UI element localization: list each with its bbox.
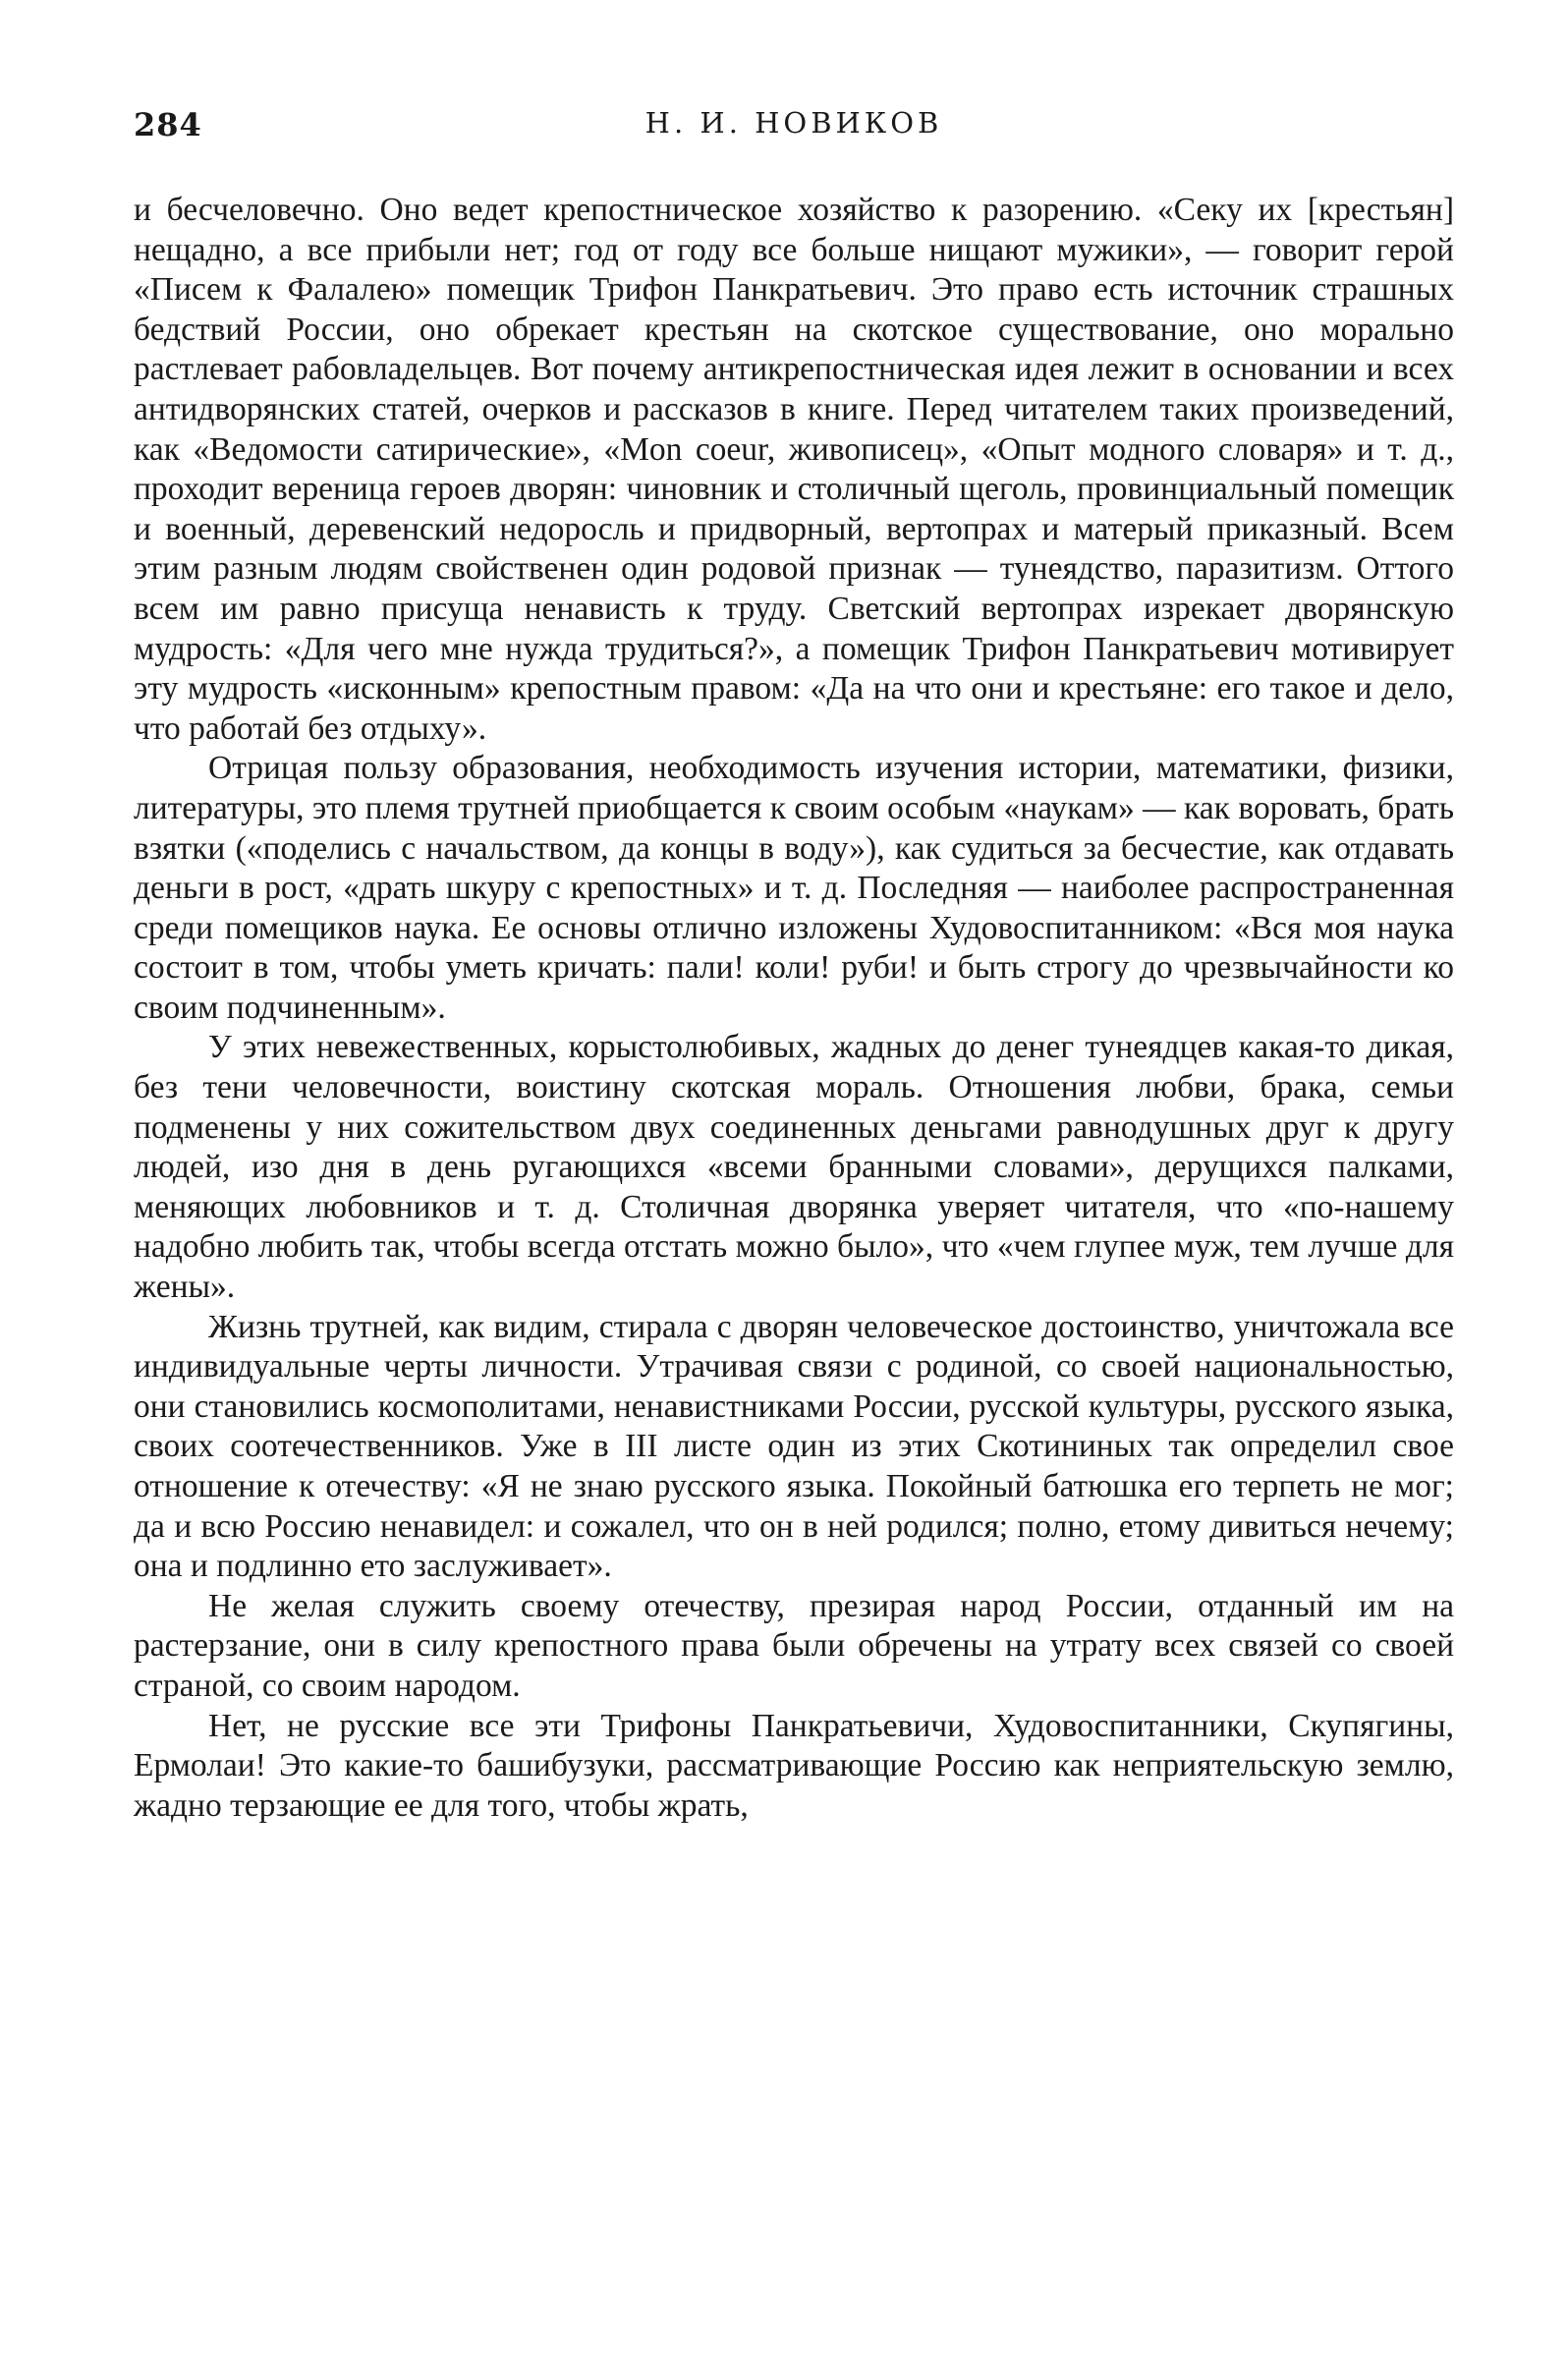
running-head-title: Н. И. НОВИКОВ [644,106,943,140]
body-text [134,191,1454,1826]
book-page [134,106,1454,1826]
paragraph: Жизнь трутней, как видим, стирала с дворян человеческое достоинство, уничтожала все индивидуальные черты личности. Утрачивая связи с родиной, со своей национальностью, они становились космополитами, ненавистниками России, русской культуры, русского языка, своих соотечественников. Уже в III листе один из этих Скотининых так определил свое отношение к отечеству: «Я не знаю русского языка. Покойный батюшка его терпеть не мог; да и всю Россию ненавидел: и сожалел, что он в ней родился; полно, етому дивиться нечему; она и подлинно ето заслуживает». [134,1308,1454,1585]
paragraph: Отрицая пользу образования, необходимость изучения истории, математики, физики, литературы, это племя трутней приобщается к своим особым «наукам» — как воровать, брать взятки («поделись с начальством, да концы в воду»), как судиться за бесчестие, как отдавать деньги в рост, «драть шкуру с крепостных» и т. д. Последняя — наиболее распространенная среди помещиков наука. Ее основы отлично изложены Худовоспитанником: «Вся моя наука состоит в том, чтобы уметь кричать: пали! коли! руби! и быть строгу до чрезвычайности ко своим подчиненным». [134,750,1454,1026]
paragraph: Нет, не русские все эти Трифоны Панкратьевичи, Худовоспитанники, Скупягины, Ермолаи! Это какие-то башибузуки, рассматривающие Россию как неприятельскую землю, жадно терзающие ее для того, чтобы жрать, [134,1707,1454,1824]
page-number: 284 [134,106,202,143]
paragraph-continued: и бесчеловечно. Оно ведет крепостническое хозяйство к разорению. «Секу их [крестьян] нещадно, а все прибыли нет; год от году все больше нищают мужики», — говорит герой «Писем к Фалалею» помещик Трифон Панкратьевич. Это право есть источник страшных бедствий России, оно обрекает крестьян на скотское существование, оно морально растлевает рабовладельцев. Вот почему антикрепостническая идея лежит в основании и всех антидворянских статей, очерков и рассказов в книге. Перед читателем таких произведений, как «Ведомости сатирические», «Mon coeur, живописец», «Опыт модного словаря» и т. д., проходит вереница героев дворян: чиновник и столичный щеголь, провинциальный помещик и военный, деревенский недоросль и придворный, вертопрах и матерый приказный. Всем этим разным людям свойственен один родовой признак — тунеядство, паразитизм. Оттого всем им равно присуща ненависть к труду. Светский вертопрах изрекает дворянскую мудрость: «Для чего мне нужда трудиться?», а помещик Трифон Панкратьевич мотивирует эту мудрость «исконным» крепостным правом: «Да на что они и крестьяне: его такое и дело, что работай без отдыху». [134,192,1454,747]
paragraph: У этих невежественных, корыстолюбивых, жадных до денег тунеядцев какая-то дикая, без тени человечности, воистину скотская мораль. Отношения любви, брака, семьи подменены у них сожительством двух соединенных деньгами равнодушных друг к другу людей, изо дня в день ругающихся «всеми бранными словами», дерущихся палками, меняющих любовников и т. д. Столичная дворянка уверяет читателя, что «по-нашему надобно любить так, чтобы всегда отстать можно было», что «чем глупее муж, тем лучше для жены». [134,1029,1454,1306]
running-head [134,106,1454,145]
paragraph: Не желая служить своему отечеству, презирая народ России, отданный им на растерзание, они в силу крепостного права были обречены на утрату всех связей со своей страной, со своим народом. [134,1587,1454,1704]
